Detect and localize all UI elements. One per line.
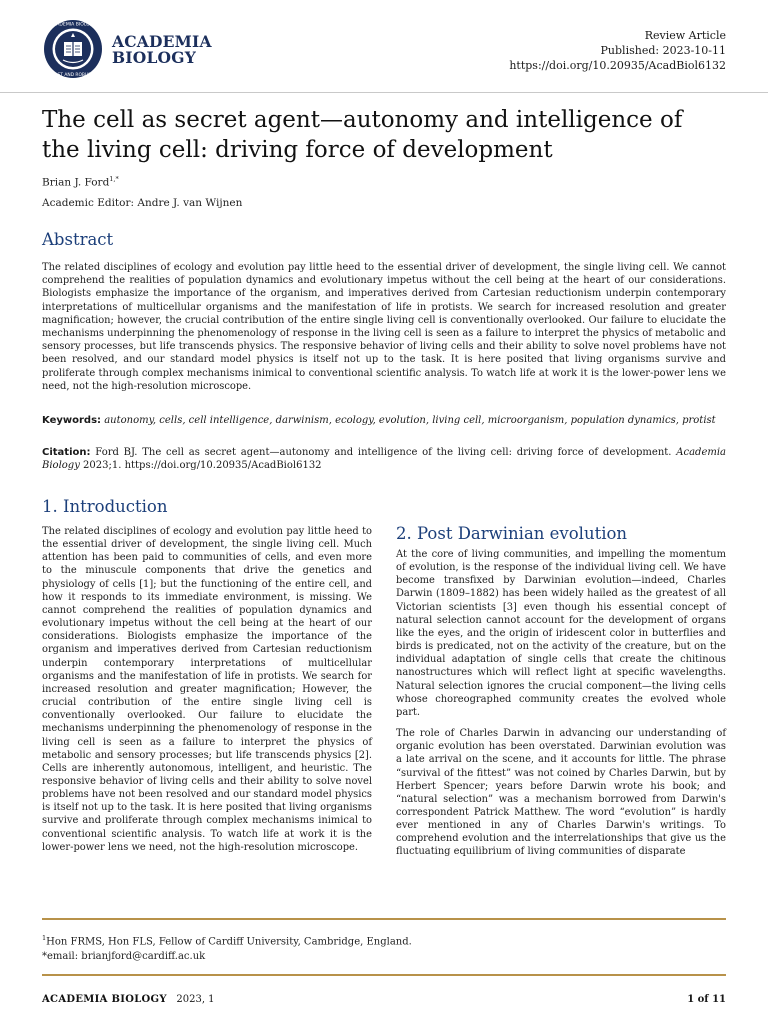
citation: [42, 446, 726, 473]
article-type: Review Article: [644, 29, 726, 42]
article-title: The cell as secret agent—autonomy and intelligence of the living cell: driving force of development: [42, 107, 683, 163]
svg-text:ACADEMIA BIOLOGY: ACADEMIA BIOLOGY: [49, 22, 97, 28]
citation-label: Citation:: [42, 447, 91, 458]
post-darwinian-paragraph-2: The role of Charles Darwin in advancing our understanding of organic evolution has been overstated. Darwinian evolution was a late arrival on the scene, and it accounts for little. The phrase “survival of the fittest” was not coined by Charles Darwin, but by Herbert Spencer; years before Darwin wrote his book; and “natural selection” was a mechanism borrowed from Darwin's correspondent Patrick Matthew. The word “evolution” is hardly ever mentioned in any of Charles Darwin's writings. To comprehend evolution and the interrelationships that give us the fluctuating equilibrium of living communities of disparate: [396, 728, 726, 858]
article-meta: [509, 28, 726, 73]
journal-brand-name: [112, 34, 212, 66]
published-date: Published: 2023-10-11: [600, 44, 726, 57]
footnote-divider: [42, 918, 726, 920]
header-divider: [0, 92, 768, 93]
page-number: 1 of 11: [687, 994, 726, 1005]
journal-header: [42, 18, 726, 80]
svg-text:FAST AND ROBUST: FAST AND ROBUST: [52, 73, 94, 78]
footnote-marker: 1: [42, 934, 47, 942]
author-affiliation-marker: 1,*: [109, 175, 119, 183]
footer-journal: [42, 994, 215, 1005]
abstract-heading: Abstract: [42, 230, 114, 249]
footer-volume: 2023, 1: [176, 994, 215, 1005]
keywords: [42, 414, 732, 427]
academia-biology-seal-logo: [42, 18, 104, 80]
footnotes: [42, 931, 412, 964]
author-line: [42, 175, 119, 189]
footer-journal-name: ACADEMIA BIOLOGY: [42, 994, 167, 1005]
brand-line-2: BIOLOGY: [112, 48, 196, 67]
brand-line-1: ACADEMIA: [112, 32, 212, 51]
keywords-label: Keywords:: [42, 415, 102, 426]
section-heading-post-darwinian: 2. Post Darwinian evolution: [396, 524, 628, 543]
footnote-email[interactable]: *email: brianjford@cardiff.ac.uk: [42, 951, 206, 963]
keywords-list: autonomy, cells, cell intelligence, darwinism, ecology, evolution, living cell, microorganism, population dynamics, protist: [104, 415, 716, 426]
footer-divider: [42, 974, 726, 976]
post-darwinian-paragraph-1: At the core of living communities, and impelling the momentum of evolution, is the response of the individual living cell. We have become transfixed by Darwinian evolution—indeed, Charles Darwin (1809–1882) has been widely hailed as the greatest of all Victorian scientists [3] even though his essential concept of natural selection cannot account for the development of organs like the eyes, and the origin of iridescent color in butterflies and birds is predicated, not on the activity of the creature, but on the individual adaptation of single cells that create the chitinous nanostructures which will reflect light at specific wavelengths. Natural selection ignores the crucial component—the living cells whose choreographed community creates the evolved whole part.: [396, 549, 726, 718]
introduction-text: The related disciplines of ecology and evolution pay little heed to the essential driver of development, the single living cell. Much attention has been paid to communities of cells, and even more to the minuscule components that drive the genetics and physiology of cells [1]; but the functioning of the entire cell, and how it responds to its immediate environment, is missing. We cannot comprehend the realities of population dynamics and evolutionary impetus without the cell being at the heart of our considerations. Biologists emphasize the importance of the organism and imperatives derived from Cartesian reductionism underpin contemporary interpretations of multicellular organisms and the manifestation of life in protists. We search for increased resolution and greater magnification; However, the crucial contribution of the entire single living cell is conventionally overlooked. Our failure to elucidate the mechanisms underpinning the phenomenology of response in the living cell is seen as a failure to interpret the physics of metabolic and sensory processes; but life transcends physics [2]. Cells are inherently autonomous, intelligent, and heuristic. The responsive behavior of living cells and their ability to solve novel problems have not been resolved and our standard model physics is itself not up to the task. It is here posited that living organisms survive and proliferate through complex mechanisms inimical to conventional scientific analysis. To watch life at work it is the lower-power lens we need, not the high-resolution microscope.: [42, 526, 372, 853]
abstract-text: The related disciplines of ecology and evolution pay little heed to the essential driver of development, the single living cell. We cannot comprehend the realities of population dynamics and evolutionary impetus without the cell being at the heart of our considerations. Biologists emphasize the importance of the organism, and imperatives derived from Cartesian reductionism underpin contemporary interpretations of multicellular organisms and the manifestation of life in protists. We search for increased resolution and greater magnification; however, the crucial contribution of the entire single living cell is conventionally overlooked. Our failure to elucidate the mechanisms underpinning the phenomenology of response in the living cell is seen as a failure to interpret the physics of metabolic and sensory processes, but life transcends physics. The responsive behavior of living cells and their ability to solve novel problems have not been resolved, and our standard model physics is itself not up to the task. It is here posited that living organisms survive and proliferate through complex mechanisms inimical to conventional scientific analysis. To watch life at work it is the lower-power lens we need, not the high-resolution microscope.: [42, 262, 726, 392]
citation-doi[interactable]: 2023;1. https://doi.org/10.20935/AcadBiol6132: [83, 460, 322, 472]
post-darwinian-body: [396, 548, 726, 859]
doi-link[interactable]: https://doi.org/10.20935/AcadBiol6132: [509, 59, 726, 72]
section-heading-introduction: 1. Introduction: [42, 497, 168, 516]
author-name: Brian J. Ford: [42, 176, 110, 189]
academic-editor: Academic Editor: Andre J. van Wijnen: [42, 197, 243, 209]
footnote-affiliation: $^1$Hon FRMS, Hon FLS, Fellow of Cardiff University, Cambridge, England.: [42, 934, 412, 948]
citation-text: Ford BJ. The cell as secret agent—autonomy and intelligence of the living cell: driving force of development.: [95, 447, 672, 458]
citation-journal: Academia Biology: [42, 447, 727, 472]
